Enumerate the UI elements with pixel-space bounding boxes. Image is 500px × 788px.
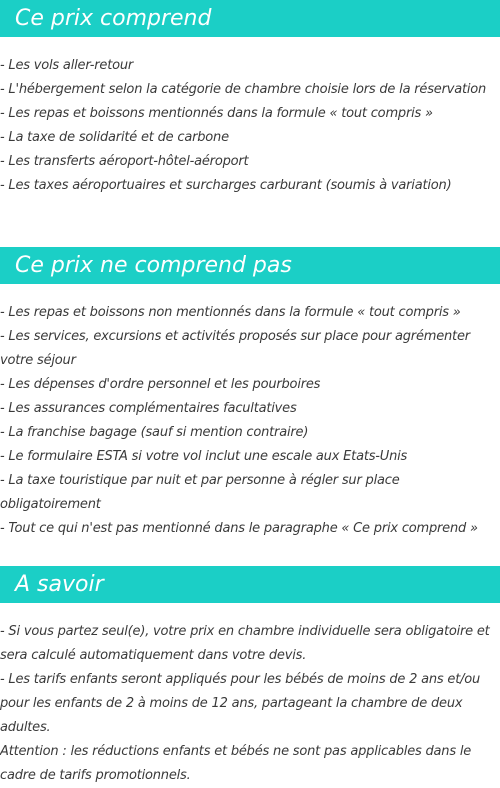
info-body <box>0 620 500 788</box>
section-title-price-includes: Ce prix comprend <box>0 0 500 37</box>
section-title-good-to-know: A savoir <box>0 566 500 603</box>
list-item: - Les dépenses d'ordre personnel et les pourboires <box>0 377 321 392</box>
list-item: - Les vols aller-retour <box>0 58 134 73</box>
info-paragraph: Attention : les réductions enfants et bébés ne sont pas applicables dans le cadre de tarifs promotionnels. <box>0 744 472 783</box>
included-list <box>0 54 500 198</box>
info-paragraph: - Si vous partez seul(e), votre prix en chambre individuelle sera obligatoire et sera calculé automatiquement dans votre devis. <box>0 624 490 663</box>
list-item: - Le formulaire ESTA si votre vol inclut une escale aux Etats-Unis <box>0 449 408 464</box>
list-item: - Les assurances complémentaires facultatives <box>0 401 297 416</box>
info-paragraph: - Les tarifs enfants seront appliqués pour les bébés de moins de 2 ans et/ou pour les enfants de 2 à moins de 12 ans, partageant la chambre de deux adultes. <box>0 672 481 735</box>
excluded-list <box>0 301 500 541</box>
list-item: - Les repas et boissons mentionnés dans la formule « tout compris » <box>0 106 433 121</box>
list-item: - L'hébergement selon la catégorie de chambre choisie lors de la réservation <box>0 82 487 97</box>
list-item: - Les transferts aéroport-hôtel-aéroport <box>0 154 249 169</box>
section-title-price-excludes: Ce prix ne comprend pas <box>0 247 500 284</box>
list-item: - Les repas et boissons non mentionnés dans la formule « tout compris » <box>0 305 461 320</box>
list-item: - Les taxes aéroportuaires et surcharges carburant (soumis à variation) <box>0 178 452 193</box>
list-item: - La taxe de solidarité et de carbone <box>0 130 229 145</box>
section-price-includes <box>0 0 500 198</box>
section-good-to-know <box>0 566 500 788</box>
list-item: - La taxe touristique par nuit et par personne à régler sur place obligatoirement <box>0 473 400 512</box>
list-item: - Les services, excursions et activités proposés sur place pour agrémenter votre séjour <box>0 329 470 368</box>
list-item: - Tout ce qui n'est pas mentionné dans le paragraphe « Ce prix comprend » <box>0 521 478 536</box>
section-price-excludes <box>0 247 500 541</box>
list-item: - La franchise bagage (sauf si mention contraire) <box>0 425 309 440</box>
